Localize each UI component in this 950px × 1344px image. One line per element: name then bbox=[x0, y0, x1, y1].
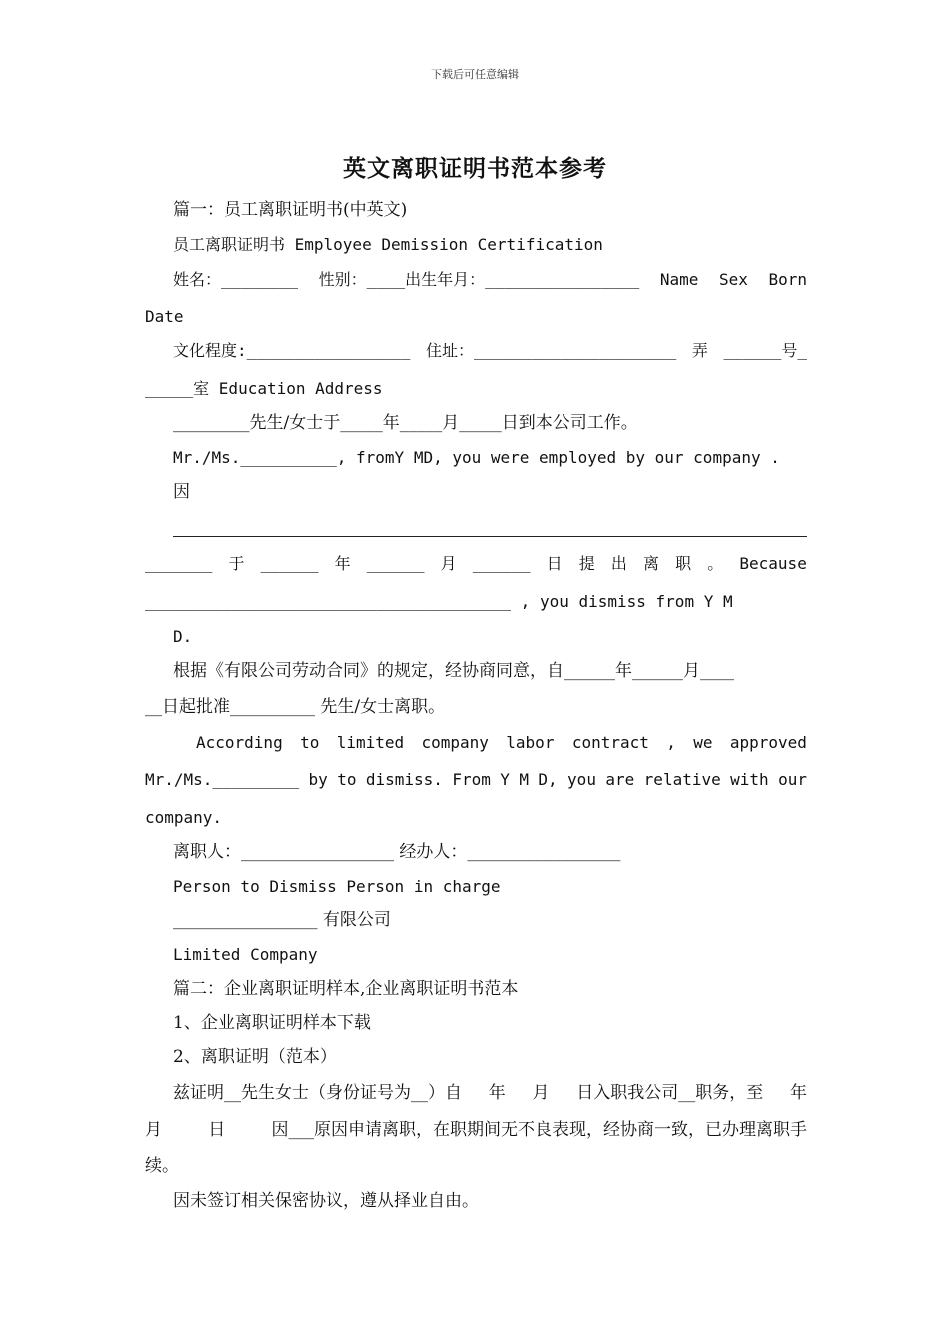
word: 。 bbox=[707, 554, 724, 573]
word: According bbox=[196, 733, 283, 752]
word: ______号_ bbox=[723, 341, 807, 360]
word: Y bbox=[500, 770, 510, 789]
line-28: 因未签订相关保密协议，遵从择业自由。 bbox=[173, 1191, 479, 1211]
word: ______ bbox=[366, 554, 425, 573]
word: 日入职我公司__职务，至 bbox=[576, 1083, 764, 1103]
line-18: 离职人：__________________ 经办人：__________________ bbox=[173, 842, 621, 862]
line-26 bbox=[145, 1119, 807, 1141]
line-17: company. bbox=[145, 808, 223, 827]
word: to bbox=[300, 733, 320, 752]
line-24: 2、离职证明（范本） bbox=[173, 1047, 337, 1067]
word: 离 bbox=[643, 554, 660, 573]
line-4: Date bbox=[145, 307, 184, 326]
line-27: 续。 bbox=[145, 1156, 179, 1176]
line-25 bbox=[173, 1082, 807, 1104]
word: 性别：____出生年月：________________ bbox=[318, 270, 640, 289]
word: contract bbox=[571, 733, 649, 752]
line-9: 因 bbox=[173, 482, 190, 502]
word: 弄 bbox=[691, 341, 708, 360]
section-heading-2: 篇二：企业离职证明样本,企业离职证明书范本 bbox=[173, 979, 519, 999]
word: ______ bbox=[260, 554, 319, 573]
word: Name bbox=[659, 270, 699, 289]
word: 日 bbox=[208, 1120, 226, 1140]
word: 兹证明__先生女士（身份证号为__）自 bbox=[173, 1083, 462, 1103]
line-3 bbox=[173, 269, 807, 291]
line-14: __日起批准__________ 先生/女士离职。 bbox=[145, 697, 446, 717]
word: 文化程度:_________________ bbox=[173, 341, 411, 360]
word: _______ bbox=[145, 554, 213, 573]
line-8: Mr./Ms.__________, fromY MD, you were employed by our company . bbox=[173, 448, 780, 467]
word: relative bbox=[643, 770, 721, 789]
word: are bbox=[605, 770, 635, 789]
word: 出 bbox=[610, 554, 627, 573]
line-6: _____室 Education Address bbox=[145, 379, 383, 398]
word: dismiss. bbox=[365, 770, 443, 789]
word: our bbox=[778, 770, 807, 789]
word: 日 bbox=[546, 554, 563, 573]
line-11: ______________________________________ , you dismiss from Y M bbox=[145, 592, 733, 611]
word: 月 bbox=[145, 1120, 162, 1140]
word: 月 bbox=[532, 1083, 550, 1103]
line-7: _________先生/女士于_____年_____月_____日到本公司工作。 bbox=[173, 413, 638, 433]
header-note: 下载后可任意编辑 bbox=[431, 68, 519, 81]
word: to bbox=[337, 770, 357, 789]
word: D, bbox=[538, 770, 558, 789]
word: 年 bbox=[334, 554, 351, 573]
word: 住址：_____________________ bbox=[426, 341, 677, 360]
word: 月 bbox=[440, 554, 457, 573]
word: 于 bbox=[228, 554, 245, 573]
word: M bbox=[519, 770, 529, 789]
blank-rule bbox=[173, 536, 807, 537]
word: 职 bbox=[675, 554, 692, 573]
word: company bbox=[421, 733, 489, 752]
line-10 bbox=[145, 553, 807, 575]
word: Because bbox=[739, 554, 807, 573]
line-5 bbox=[173, 340, 807, 362]
line-20: _________________ 有限公司 bbox=[173, 910, 391, 930]
line-2: 员工离职证明书 Employee Demission Certification bbox=[173, 235, 603, 254]
word: Sex bbox=[718, 270, 748, 289]
word: limited bbox=[336, 733, 405, 752]
section-heading-1: 篇一：员工离职证明书(中英文) bbox=[173, 200, 408, 220]
word: Born bbox=[768, 270, 807, 289]
line-21: Limited Company bbox=[173, 945, 318, 964]
word: with bbox=[730, 770, 769, 789]
word: you bbox=[567, 770, 596, 789]
line-12: D. bbox=[173, 627, 193, 646]
line-19: Person to Dismiss Person in charge bbox=[173, 877, 501, 896]
word: From bbox=[452, 770, 491, 789]
word: by bbox=[308, 770, 328, 789]
line-16 bbox=[145, 769, 807, 791]
word: 年 bbox=[488, 1083, 506, 1103]
line-15 bbox=[196, 732, 807, 754]
line-13: 根据《有限公司劳动合同》的规定，经协商同意，自______年______月____ bbox=[173, 661, 734, 681]
word: we bbox=[693, 733, 713, 752]
page-title: 英文离职证明书范本参考 bbox=[343, 155, 607, 182]
word: 因___原因申请离职，在职期间无不良表现，经协商一致，已办理离职手 bbox=[271, 1120, 807, 1140]
word: labor bbox=[506, 733, 555, 752]
word: approved bbox=[729, 733, 807, 752]
word: Mr./Ms._________ bbox=[145, 770, 300, 789]
word: ______ bbox=[472, 554, 531, 573]
word: 年 bbox=[790, 1083, 807, 1103]
word: 姓名：________ bbox=[173, 270, 299, 289]
line-23: 1、企业离职证明样本下载 bbox=[173, 1013, 371, 1033]
word: , bbox=[666, 733, 676, 752]
word: 提 bbox=[578, 554, 595, 573]
